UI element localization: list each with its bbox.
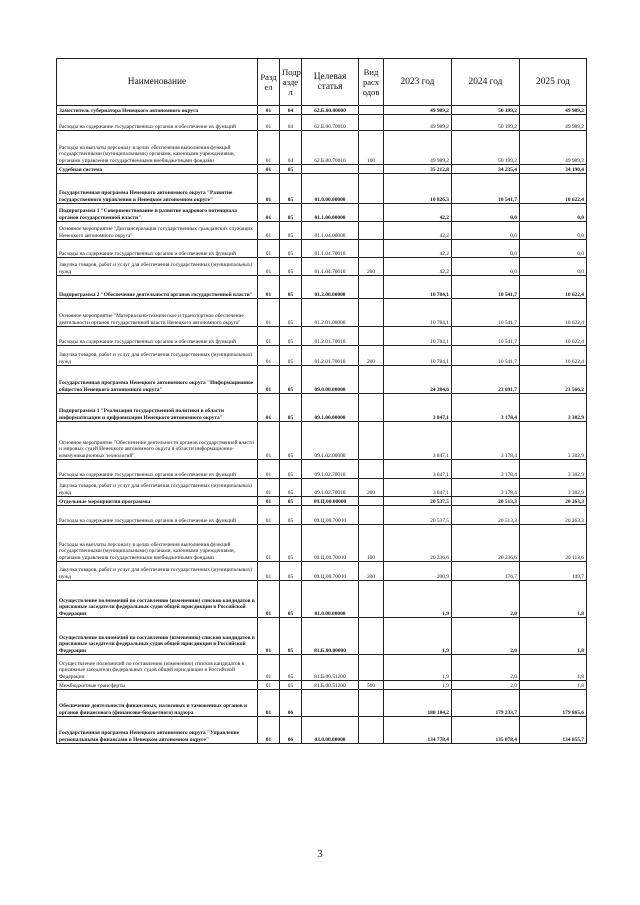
row-value-2025-cell: 0,0 [520,204,587,222]
row-target-article-cell [302,690,359,717]
row-value-2023-cell: 42,2 [384,258,452,276]
row-podrazdel-cell: 05 [280,165,302,174]
row-target-article-cell: 01.2.00.00000 [302,276,359,299]
row-podrazdel-cell: 04 [280,131,302,165]
row-name-cell: Осуществление полномочий по составлению (изменению) списков кандидатов в присяжные заседатели федеральных судов общей юрисдикции в Российской Федерации [57,655,258,681]
row-expense-type-cell: 200 [359,258,384,276]
table-header-row [57,59,587,106]
row-value-2025-cell: 134 855,7 [520,717,587,744]
row-name-cell: Расходы на содержание государственных органов и обеспечение их функций [57,460,258,479]
row-target-article-cell: 81.Б.00.00000 [302,618,359,655]
table-row [57,422,587,460]
table-row [57,497,587,506]
row-target-article-cell: 09.Ц.00.70010 [302,525,359,562]
row-name-cell: Подпрограмма 2 "Обеспечение деятельности органов государственной власти" [57,276,258,299]
row-value-2024-cell: 0,0 [452,204,520,222]
table-row [57,717,587,744]
row-target-article-cell: 01.0.00.00000 [302,174,359,204]
row-value-2023-cell: 1,9 [384,655,452,681]
row-value-2025-cell: 10 622,4 [520,299,587,327]
row-expense-type-cell [359,222,384,240]
row-value-2024-cell: 0,0 [452,222,520,240]
row-podrazdel-cell: 05 [280,276,302,299]
row-expense-type-cell [359,460,384,479]
row-value-2024-cell: 3 178,4 [452,394,520,422]
table-row [57,222,587,240]
row-name-cell: Закупка товаров, работ и услуг для обеспечения государственных (муниципальных) нужд [57,562,258,581]
row-expense-type-cell: 200 [359,479,384,497]
row-value-2024-cell: 20 513,3 [452,497,520,506]
row-value-2023-cell: 10 784,1 [384,276,452,299]
table-row [57,240,587,258]
row-value-2025-cell: 1,8 [520,581,587,618]
row-value-2024-cell: 2,0 [452,681,520,690]
row-value-2025-cell: 1,8 [520,681,587,690]
row-value-2023-cell: 1,9 [384,581,452,618]
row-podrazdel-cell: 05 [280,222,302,240]
row-expense-type-cell [359,276,384,299]
row-value-2024-cell: 176,7 [452,562,520,581]
row-podrazdel-cell: 06 [280,690,302,717]
row-target-article-cell: 09.1.00.00000 [302,394,359,422]
row-value-2023-cell: 35 212,8 [384,165,452,174]
row-value-2023-cell: 20 537,5 [384,497,452,506]
row-target-article-cell: 62.Б.00.70010 [302,115,359,131]
row-value-2025-cell: 10 622,4 [520,174,587,204]
row-expense-type-cell [359,497,384,506]
row-razdel-cell: 01 [258,115,280,131]
table-row [57,299,587,327]
row-value-2024-cell: 2,0 [452,581,520,618]
row-target-article-cell: 01.2.01.00000 [302,299,359,327]
row-podrazdel-cell: 05 [280,327,302,346]
row-value-2025-cell: 3 302,9 [520,422,587,460]
row-name-cell: Расходы на содержание государственных органов и обеспечение их функций [57,327,258,346]
row-razdel-cell: 01 [258,131,280,165]
table-row [57,479,587,497]
row-target-article-cell: 01.1.04.00000 [302,222,359,240]
row-podrazdel-cell: 05 [280,460,302,479]
row-value-2025-cell: 1,8 [520,618,587,655]
row-expense-type-cell [359,581,384,618]
row-razdel-cell: 01 [258,106,280,115]
row-expense-type-cell [359,174,384,204]
row-value-2024-cell: 2,0 [452,655,520,681]
row-razdel-cell: 01 [258,204,280,222]
row-value-2024-cell: 20 336,6 [452,525,520,562]
row-name-cell: Закупка товаров, работ и услуг для обеспечения государственных (муниципальных) нужд [57,479,258,497]
row-expense-type-cell [359,422,384,460]
table-row [57,115,587,131]
row-razdel-cell: 01 [258,618,280,655]
row-target-article-cell: 01.2.01.70010 [302,327,359,346]
row-value-2024-cell: 3 178,4 [452,422,520,460]
row-value-2023-cell: 3 847,1 [384,394,452,422]
row-podrazdel-cell: 05 [280,240,302,258]
row-expense-type-cell [359,618,384,655]
row-podrazdel-cell: 05 [280,394,302,422]
table-row [57,525,587,562]
row-value-2025-cell: 23 566,2 [520,366,587,394]
row-razdel-cell: 01 [258,366,280,394]
row-value-2025-cell: 0,0 [520,222,587,240]
table-row [57,366,587,394]
row-value-2025-cell: 20 263,3 [520,506,587,525]
row-expense-type-cell: 200 [359,346,384,366]
row-name-cell: Закупка товаров, работ и услуг для обеспечения государственных (муниципальных) нужд [57,346,258,366]
row-razdel-cell: 01 [258,460,280,479]
row-podrazdel-cell: 05 [280,204,302,222]
row-expense-type-cell: 100 [359,131,384,165]
row-name-cell: Расходы на содержание государственных органов и обеспечение их функций [57,506,258,525]
row-razdel-cell: 01 [258,346,280,366]
row-expense-type-cell [359,717,384,744]
row-value-2024-cell: 20 513,3 [452,506,520,525]
row-podrazdel-cell: 05 [280,525,302,562]
row-name-cell: Основное мероприятие "Диспансеризация государственных гражданских служащих Ненецкого автономного округа" [57,222,258,240]
row-expense-type-cell [359,655,384,681]
row-name-cell: Расходы на содержание государственных органов и обеспечение их функций [57,240,258,258]
row-target-article-cell: 62.Б.00.00000 [302,106,359,115]
row-podrazdel-cell: 05 [280,479,302,497]
row-razdel-cell: 01 [258,222,280,240]
header-target-article: Целевая статья [302,59,359,106]
row-value-2024-cell: 50 199,2 [452,106,520,115]
header-razdel: Разд ел [258,59,280,106]
row-expense-type-cell [359,327,384,346]
row-value-2025-cell: 49 989,2 [520,131,587,165]
row-razdel-cell: 01 [258,276,280,299]
row-expense-type-cell [359,690,384,717]
page-number: 3 [317,848,323,860]
row-value-2025-cell: 149,7 [520,562,587,581]
row-value-2025-cell: 0,0 [520,240,587,258]
row-podrazdel-cell: 05 [280,346,302,366]
header-year-2023: 2023 год [384,59,452,106]
row-expense-type-cell [359,106,384,115]
row-razdel-cell: 01 [258,497,280,506]
row-podrazdel-cell: 05 [280,174,302,204]
row-target-article-cell: 62.Б.00.70010 [302,131,359,165]
row-name-cell: Судебная система [57,165,258,174]
row-name-cell: Заместитель губернатора Ненецкого автономного округа [57,106,258,115]
row-target-article-cell: 01.2.01.70010 [302,346,359,366]
row-value-2025-cell: 49 989,2 [520,115,587,131]
row-value-2023-cell: 49 989,2 [384,106,452,115]
row-value-2023-cell: 200,9 [384,562,452,581]
row-podrazdel-cell: 05 [280,681,302,690]
row-value-2024-cell: 0,0 [452,240,520,258]
row-value-2024-cell: 3 178,4 [452,460,520,479]
row-name-cell: Расходы на выплаты персоналу в целях обеспечения выполнения функций государственными (муниципальными) органами, казенными учреждениями, органами управления государственными внебюджетными фондами [57,525,258,562]
row-value-2025-cell: 0,0 [520,258,587,276]
row-target-article-cell: 81.Б.00.51200 [302,655,359,681]
table-row [57,346,587,366]
row-expense-type-cell [359,240,384,258]
row-razdel-cell: 01 [258,394,280,422]
row-value-2025-cell: 20 113,6 [520,525,587,562]
row-value-2025-cell: 3 302,9 [520,479,587,497]
row-razdel-cell: 01 [258,174,280,204]
row-value-2025-cell: 179 865,6 [520,690,587,717]
row-name-cell: Государственная программа Ненецкого автономного округа "Управление региональными финансами в Ненецком автономном округе" [57,717,258,744]
table-row [57,506,587,525]
row-razdel-cell: 01 [258,690,280,717]
table-row [57,276,587,299]
row-expense-type-cell [359,506,384,525]
row-target-article-cell: 09.1.02.00000 [302,422,359,460]
row-value-2024-cell: 50 199,2 [452,115,520,131]
row-value-2023-cell: 49 989,2 [384,131,452,165]
row-podrazdel-cell: 05 [280,258,302,276]
row-value-2024-cell: 50 199,2 [452,131,520,165]
row-value-2024-cell: 10 541,7 [452,174,520,204]
row-target-article-cell: 03.0.00.00000 [302,717,359,744]
row-value-2024-cell: 3 178,4 [452,479,520,497]
row-razdel-cell: 01 [258,506,280,525]
row-name-cell: Осуществление полномочий по составлению (изменению) списков кандидатов в присяжные заседатели федеральных судов общей юрисдикции в Российской Федерации [57,581,258,618]
row-podrazdel-cell: 05 [280,299,302,327]
row-podrazdel-cell: 05 [280,497,302,506]
row-expense-type-cell: 200 [359,562,384,581]
row-value-2023-cell: 1,9 [384,618,452,655]
row-razdel-cell: 01 [258,422,280,460]
row-value-2023-cell: 24 384,6 [384,366,452,394]
row-razdel-cell: 01 [258,299,280,327]
row-value-2025-cell: 49 989,2 [520,106,587,115]
row-value-2023-cell: 49 989,2 [384,115,452,131]
table-row [57,655,587,681]
row-value-2023-cell: 10 784,1 [384,346,452,366]
table-row [57,165,587,174]
row-value-2023-cell: 42,2 [384,222,452,240]
row-name-cell: Закупка товаров, работ и услуг для обеспечения государственных (муниципальных) нужд [57,258,258,276]
row-value-2025-cell: 20 263,3 [520,497,587,506]
table-row [57,618,587,655]
row-name-cell: Подпрограмма 1 "Совершенствование и развитие кадрового потенциала органов государственной власти" [57,204,258,222]
row-value-2024-cell: 23 691,7 [452,366,520,394]
row-value-2023-cell: 10 826,3 [384,174,452,204]
row-value-2025-cell: 3 302,9 [520,394,587,422]
row-value-2023-cell: 20 537,5 [384,506,452,525]
row-target-article-cell [302,165,359,174]
row-target-article-cell: 01.1.04.70010 [302,240,359,258]
row-value-2025-cell: 1,8 [520,655,587,681]
table-row [57,204,587,222]
row-value-2024-cell: 2,0 [452,618,520,655]
header-year-2024: 2024 год [452,59,520,106]
row-razdel-cell: 01 [258,717,280,744]
row-name-cell: Государственная программа Ненецкого автономного округа "Информационное общество Ненецкого автономного округа" [57,366,258,394]
row-value-2023-cell: 20 336,6 [384,525,452,562]
row-value-2024-cell: 10 541,7 [452,276,520,299]
row-target-article-cell: 81.Б.00.51200 [302,681,359,690]
table-row [57,131,587,165]
row-podrazdel-cell: 05 [280,562,302,581]
table-row [57,174,587,204]
row-name-cell: Осуществление полномочий по составлению (изменению) списков кандидатов в присяжные заседатели федеральных судов общей юрисдикции в Российской Федерации [57,618,258,655]
budget-table [56,58,587,744]
row-name-cell: Расходы на содержание государственных органов и обеспечение их функций [57,115,258,131]
row-expense-type-cell [359,115,384,131]
row-value-2025-cell: 3 302,9 [520,460,587,479]
table-row [57,327,587,346]
row-expense-type-cell [359,299,384,327]
row-expense-type-cell: 100 [359,525,384,562]
row-target-article-cell: 01.1.00.00000 [302,204,359,222]
table-row [57,562,587,581]
row-expense-type-cell [359,204,384,222]
row-razdel-cell: 01 [258,258,280,276]
row-name-cell: Межбюджетные трансферты [57,681,258,690]
row-razdel-cell: 01 [258,681,280,690]
row-value-2025-cell: 10 622,4 [520,346,587,366]
row-value-2024-cell: 179 233,7 [452,690,520,717]
table-row [57,681,587,690]
row-name-cell: Обеспечение деятельности финансовых, налоговых и таможенных органов и органов финансового (финансово-бюджетного) надзора [57,690,258,717]
row-expense-type-cell: 500 [359,681,384,690]
row-razdel-cell: 01 [258,327,280,346]
table-row [57,394,587,422]
row-value-2023-cell: 3 847,1 [384,422,452,460]
row-value-2023-cell: 3 847,1 [384,460,452,479]
row-podrazdel-cell: 05 [280,581,302,618]
row-razdel-cell: 01 [258,165,280,174]
row-value-2023-cell: 3 847,1 [384,479,452,497]
row-name-cell: Основное мероприятие "Обеспечение деятельности органов государственной власти и мировых судей Ненецкого автономного округа в области информационно-коммуникационных технологий" [57,422,258,460]
row-target-article-cell: 81.0.00.00000 [302,581,359,618]
row-target-article-cell: 09.1.02.70010 [302,460,359,479]
row-razdel-cell: 01 [258,581,280,618]
row-expense-type-cell [359,165,384,174]
row-value-2024-cell: 10 541,7 [452,346,520,366]
table-row [57,258,587,276]
row-name-cell: Подпрограмма 1 "Реализация государственной политики в области информатизации и цифровизации Ненецкого автономного округа" [57,394,258,422]
row-value-2023-cell: 134 778,4 [384,717,452,744]
row-value-2024-cell: 34 235,4 [452,165,520,174]
budget-page [56,58,586,744]
row-value-2023-cell: 42,2 [384,240,452,258]
row-name-cell: Государственная программа Ненецкого автономного округа "Развитие государственного управления в Ненецком автономном округе" [57,174,258,204]
row-value-2023-cell: 1,9 [384,681,452,690]
row-razdel-cell: 01 [258,655,280,681]
row-value-2025-cell: 10 622,4 [520,276,587,299]
row-podrazdel-cell: 05 [280,422,302,460]
row-target-article-cell: 09.1.02.70010 [302,479,359,497]
row-value-2023-cell: 10 784,1 [384,299,452,327]
header-name: Наименование [57,59,258,106]
row-value-2023-cell: 10 784,1 [384,327,452,346]
row-podrazdel-cell: 05 [280,655,302,681]
row-value-2024-cell: 135 078,4 [452,717,520,744]
row-value-2024-cell: 10 541,7 [452,327,520,346]
row-target-article-cell: 09.0.00.00000 [302,366,359,394]
header-year-2025: 2025 год [520,59,587,106]
row-podrazdel-cell: 04 [280,115,302,131]
header-podrazdel: Подр азде л [280,59,302,106]
row-target-article-cell: 09.Ц.00.70010 [302,506,359,525]
row-razdel-cell: 01 [258,525,280,562]
table-body [57,106,587,744]
row-name-cell: Расходы на выплаты персоналу в целях обеспечения выполнения функций государственными (муниципальными) органами, казенными учреждениями, органами управления государственными внебюджетными фондами [57,131,258,165]
table-row [57,581,587,618]
row-podrazdel-cell: 06 [280,717,302,744]
row-expense-type-cell [359,394,384,422]
row-target-article-cell: 09.Ц.00.00000 [302,497,359,506]
row-name-cell: Основное мероприятие "Материально-техническое и транспортное обеспечение деятельности органов государственной власти Ненецкого автономного округа" [57,299,258,327]
row-target-article-cell: 09.Ц.00.70010 [302,562,359,581]
row-expense-type-cell [359,366,384,394]
row-value-2025-cell: 10 622,4 [520,327,587,346]
row-value-2024-cell: 0,0 [452,258,520,276]
row-target-article-cell: 01.1.04.70010 [302,258,359,276]
row-razdel-cell: 01 [258,479,280,497]
row-podrazdel-cell: 05 [280,618,302,655]
row-value-2023-cell: 180 184,2 [384,690,452,717]
table-row [57,106,587,115]
row-value-2023-cell: 42,2 [384,204,452,222]
row-razdel-cell: 01 [258,562,280,581]
table-row [57,460,587,479]
row-podrazdel-cell: 05 [280,366,302,394]
row-value-2025-cell: 34 190,4 [520,165,587,174]
row-name-cell: Отдельные мероприятия программы [57,497,258,506]
row-value-2024-cell: 10 541,7 [452,299,520,327]
row-razdel-cell: 01 [258,240,280,258]
row-podrazdel-cell: 05 [280,506,302,525]
row-podrazdel-cell: 04 [280,106,302,115]
header-expense-type: Вид расх одов [359,59,384,106]
table-row [57,690,587,717]
